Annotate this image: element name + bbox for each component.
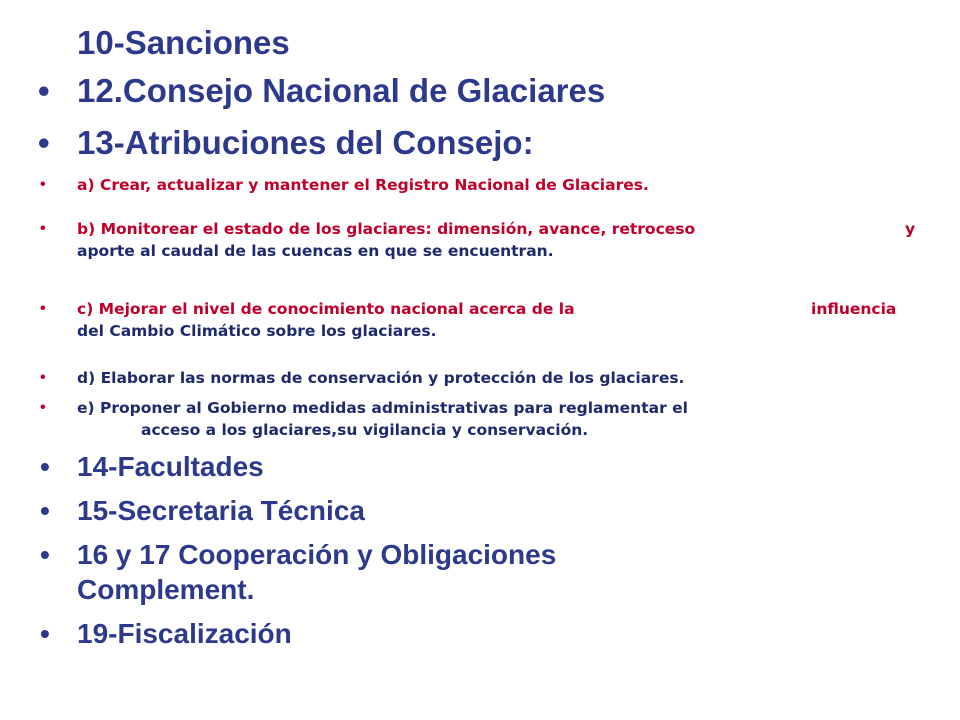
item-label: 19-Fiscalización bbox=[77, 618, 292, 649]
item-label: 12.Consejo Nacional de Glaciares bbox=[77, 72, 606, 109]
item-label-line2: Complement. bbox=[77, 574, 255, 605]
sub-item-text: b) Monitorear el estado de los glaciares: dimensión, avance, retroceso bbox=[77, 220, 696, 238]
item-label: 14-Facultades bbox=[77, 451, 264, 482]
bullet: • bbox=[40, 399, 46, 416]
bullet: • bbox=[40, 618, 50, 649]
sub-item-text: d) Elaborar las normas de conservación y protección de los glaciares. bbox=[77, 369, 685, 387]
sub-item-text-end: influencia bbox=[811, 300, 897, 318]
bullet: • bbox=[40, 539, 50, 570]
sub-item-c-line2: del Cambio Climático sobre los glaciares. bbox=[77, 322, 437, 340]
bullet: • bbox=[40, 495, 50, 526]
bullet: • bbox=[40, 176, 46, 193]
sub-item-text: a) Crear, actualizar y mantener el Registro Nacional de Glaciares. bbox=[77, 176, 649, 194]
bullet: • bbox=[38, 124, 50, 161]
bullet: • bbox=[40, 300, 46, 317]
item-label: 15-Secretaria Técnica bbox=[77, 495, 365, 526]
sub-item-e-line2: acceso a los glaciares,su vigilancia y conservación. bbox=[141, 421, 589, 439]
sub-item-b-line2: aporte al caudal de las cuencas en que se encuentran. bbox=[77, 242, 554, 260]
bullet: • bbox=[40, 451, 50, 482]
item-label: 16 y 17 Cooperación y Obligaciones bbox=[77, 539, 557, 570]
heading-sanciones: 10-Sanciones bbox=[77, 24, 290, 61]
bullet: • bbox=[38, 72, 50, 109]
sub-item-text: c) Mejorar el nivel de conocimiento nacional acerca de la bbox=[77, 300, 575, 318]
sub-item-text: e) Proponer al Gobierno medidas administrativas para reglamentar el bbox=[77, 399, 688, 417]
bullet: • bbox=[40, 369, 46, 386]
sub-item-text-end: y bbox=[905, 220, 916, 238]
bullet: • bbox=[40, 220, 46, 237]
item-label: 13-Atribuciones del Consejo: bbox=[77, 124, 534, 161]
